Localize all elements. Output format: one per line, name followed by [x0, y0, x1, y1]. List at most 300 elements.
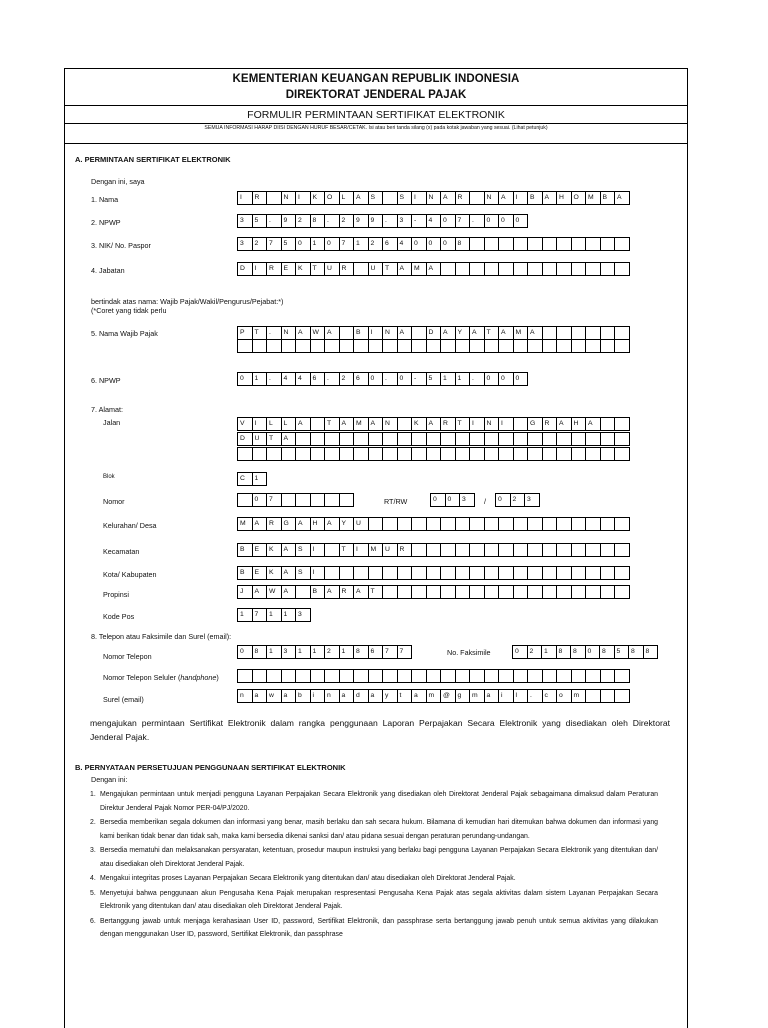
char-cell[interactable]	[411, 566, 427, 580]
char-cell[interactable]	[484, 669, 500, 683]
field-rt[interactable]	[430, 493, 474, 507]
char-cell[interactable]	[600, 689, 616, 703]
char-cell[interactable]: 8	[643, 645, 659, 659]
char-cell[interactable]: .	[324, 372, 340, 386]
char-cell[interactable]	[571, 669, 587, 683]
char-cell[interactable]: 5	[281, 237, 297, 251]
char-cell[interactable]: m	[469, 689, 485, 703]
char-cell[interactable]	[455, 543, 471, 557]
char-cell[interactable]: D	[426, 326, 442, 340]
char-cell[interactable]	[484, 566, 500, 580]
char-cell[interactable]	[527, 669, 543, 683]
char-cell[interactable]: .	[266, 372, 282, 386]
char-cell[interactable]	[527, 566, 543, 580]
char-cell[interactable]	[571, 339, 587, 353]
char-cell[interactable]: i	[498, 689, 514, 703]
char-cell[interactable]	[498, 262, 514, 276]
char-cell[interactable]	[266, 447, 282, 461]
char-cell[interactable]: 8	[599, 645, 615, 659]
char-cell[interactable]	[556, 543, 572, 557]
char-cell[interactable]	[440, 585, 456, 599]
char-cell[interactable]: M	[585, 191, 601, 205]
char-cell[interactable]: A	[426, 262, 442, 276]
char-cell[interactable]: 0	[484, 214, 500, 228]
char-cell[interactable]: 7	[397, 645, 413, 659]
char-cell[interactable]	[585, 689, 601, 703]
char-cell[interactable]: A	[440, 191, 456, 205]
char-cell[interactable]: I	[411, 191, 427, 205]
char-cell[interactable]	[542, 543, 558, 557]
char-cell[interactable]	[310, 339, 326, 353]
char-cell[interactable]: n	[324, 689, 340, 703]
char-cell[interactable]: 1	[281, 608, 297, 622]
char-cell[interactable]	[513, 237, 529, 251]
char-cell[interactable]: A	[252, 517, 268, 531]
char-cell[interactable]: m	[426, 689, 442, 703]
char-cell[interactable]: 6	[382, 237, 398, 251]
char-cell[interactable]	[266, 669, 282, 683]
char-cell[interactable]	[469, 566, 485, 580]
field-telepon[interactable]	[237, 645, 411, 659]
field-jalan-line1[interactable]	[237, 417, 629, 431]
char-cell[interactable]: 0	[368, 372, 384, 386]
char-cell[interactable]: A	[281, 566, 297, 580]
char-cell[interactable]	[324, 669, 340, 683]
char-cell[interactable]: 5	[426, 372, 442, 386]
char-cell[interactable]	[324, 432, 340, 446]
char-cell[interactable]	[455, 447, 471, 461]
field-seluler[interactable]	[237, 669, 629, 683]
char-cell[interactable]	[527, 237, 543, 251]
char-cell[interactable]: 1	[455, 372, 471, 386]
char-cell[interactable]: I	[252, 417, 268, 431]
char-cell[interactable]: 1	[295, 645, 311, 659]
char-cell[interactable]: 3	[524, 493, 540, 507]
char-cell[interactable]: 1	[310, 237, 326, 251]
char-cell[interactable]	[484, 432, 500, 446]
char-cell[interactable]	[353, 432, 369, 446]
char-cell[interactable]: B	[310, 585, 326, 599]
char-cell[interactable]: L	[281, 417, 297, 431]
char-cell[interactable]	[411, 585, 427, 599]
char-cell[interactable]	[368, 339, 384, 353]
char-cell[interactable]: R	[339, 585, 355, 599]
char-cell[interactable]	[571, 326, 587, 340]
char-cell[interactable]: A	[469, 326, 485, 340]
char-cell[interactable]	[440, 447, 456, 461]
char-cell[interactable]: .	[324, 214, 340, 228]
char-cell[interactable]: -	[411, 372, 427, 386]
char-cell[interactable]: 4	[281, 372, 297, 386]
char-cell[interactable]	[411, 326, 427, 340]
char-cell[interactable]	[556, 517, 572, 531]
char-cell[interactable]: N	[484, 191, 500, 205]
char-cell[interactable]: 3	[281, 645, 297, 659]
char-cell[interactable]	[455, 432, 471, 446]
field-surel[interactable]	[237, 689, 629, 703]
char-cell[interactable]: 2	[252, 237, 268, 251]
char-cell[interactable]: 0	[440, 214, 456, 228]
char-cell[interactable]: I	[513, 191, 529, 205]
char-cell[interactable]	[571, 447, 587, 461]
char-cell[interactable]: K	[266, 566, 282, 580]
field-nama-wp-line1[interactable]	[237, 326, 629, 340]
char-cell[interactable]: 8	[455, 237, 471, 251]
char-cell[interactable]	[513, 566, 529, 580]
char-cell[interactable]: C	[237, 472, 253, 486]
char-cell[interactable]	[295, 585, 311, 599]
char-cell[interactable]	[571, 237, 587, 251]
char-cell[interactable]: 0	[411, 237, 427, 251]
char-cell[interactable]	[368, 566, 384, 580]
char-cell[interactable]: @	[440, 689, 456, 703]
char-cell[interactable]	[368, 432, 384, 446]
char-cell[interactable]	[310, 417, 326, 431]
char-cell[interactable]	[295, 432, 311, 446]
char-cell[interactable]	[426, 585, 442, 599]
char-cell[interactable]: a	[411, 689, 427, 703]
char-cell[interactable]: A	[281, 585, 297, 599]
char-cell[interactable]	[440, 339, 456, 353]
char-cell[interactable]	[411, 669, 427, 683]
char-cell[interactable]: A	[353, 585, 369, 599]
char-cell[interactable]: 2	[527, 645, 543, 659]
char-cell[interactable]	[339, 566, 355, 580]
char-cell[interactable]: R	[455, 191, 471, 205]
char-cell[interactable]: N	[281, 326, 297, 340]
char-cell[interactable]	[324, 543, 340, 557]
char-cell[interactable]	[397, 447, 413, 461]
char-cell[interactable]	[585, 237, 601, 251]
char-cell[interactable]	[310, 447, 326, 461]
char-cell[interactable]	[484, 237, 500, 251]
char-cell[interactable]: Y	[455, 326, 471, 340]
char-cell[interactable]	[252, 339, 268, 353]
char-cell[interactable]	[484, 543, 500, 557]
char-cell[interactable]	[556, 262, 572, 276]
char-cell[interactable]: 0	[237, 372, 253, 386]
char-cell[interactable]	[585, 517, 601, 531]
char-cell[interactable]: 7	[382, 645, 398, 659]
char-cell[interactable]	[585, 543, 601, 557]
char-cell[interactable]	[600, 417, 616, 431]
char-cell[interactable]	[382, 566, 398, 580]
char-cell[interactable]: 3	[397, 214, 413, 228]
char-cell[interactable]	[469, 543, 485, 557]
char-cell[interactable]	[484, 517, 500, 531]
char-cell[interactable]: 0	[513, 214, 529, 228]
char-cell[interactable]: .	[469, 372, 485, 386]
char-cell[interactable]: N	[281, 191, 297, 205]
char-cell[interactable]	[310, 493, 326, 507]
char-cell[interactable]	[513, 543, 529, 557]
char-cell[interactable]	[484, 447, 500, 461]
char-cell[interactable]: G	[281, 517, 297, 531]
char-cell[interactable]	[237, 447, 253, 461]
char-cell[interactable]: 3	[237, 237, 253, 251]
char-cell[interactable]: W	[266, 585, 282, 599]
char-cell[interactable]: 9	[281, 214, 297, 228]
char-cell[interactable]	[513, 339, 529, 353]
char-cell[interactable]: 0	[445, 493, 461, 507]
char-cell[interactable]	[324, 339, 340, 353]
char-cell[interactable]: B	[237, 566, 253, 580]
char-cell[interactable]	[397, 585, 413, 599]
char-cell[interactable]	[397, 566, 413, 580]
char-cell[interactable]: H	[556, 191, 572, 205]
char-cell[interactable]: A	[498, 191, 514, 205]
char-cell[interactable]	[527, 543, 543, 557]
char-cell[interactable]	[498, 585, 514, 599]
char-cell[interactable]	[585, 566, 601, 580]
char-cell[interactable]: A	[397, 262, 413, 276]
char-cell[interactable]: N	[382, 417, 398, 431]
char-cell[interactable]: B	[600, 191, 616, 205]
char-cell[interactable]: P	[237, 326, 253, 340]
char-cell[interactable]: -	[411, 214, 427, 228]
char-cell[interactable]: o	[556, 689, 572, 703]
char-cell[interactable]: 6	[368, 645, 384, 659]
char-cell[interactable]	[513, 585, 529, 599]
char-cell[interactable]: 8	[628, 645, 644, 659]
char-cell[interactable]: l	[513, 689, 529, 703]
char-cell[interactable]: R	[440, 417, 456, 431]
field-npwp-wp[interactable]	[237, 372, 527, 386]
char-cell[interactable]: 1	[252, 372, 268, 386]
char-cell[interactable]	[571, 585, 587, 599]
char-cell[interactable]	[556, 447, 572, 461]
char-cell[interactable]	[498, 432, 514, 446]
char-cell[interactable]	[556, 326, 572, 340]
char-cell[interactable]	[382, 585, 398, 599]
char-cell[interactable]	[542, 237, 558, 251]
char-cell[interactable]: S	[397, 191, 413, 205]
char-cell[interactable]: A	[295, 517, 311, 531]
char-cell[interactable]	[513, 432, 529, 446]
char-cell[interactable]	[571, 543, 587, 557]
char-cell[interactable]	[556, 432, 572, 446]
char-cell[interactable]	[440, 432, 456, 446]
char-cell[interactable]: R	[397, 543, 413, 557]
char-cell[interactable]	[600, 447, 616, 461]
char-cell[interactable]: G	[527, 417, 543, 431]
char-cell[interactable]: N	[382, 326, 398, 340]
char-cell[interactable]: A	[527, 326, 543, 340]
char-cell[interactable]	[339, 493, 355, 507]
char-cell[interactable]: 5	[252, 214, 268, 228]
char-cell[interactable]: .	[469, 214, 485, 228]
char-cell[interactable]: t	[397, 689, 413, 703]
char-cell[interactable]: i	[310, 689, 326, 703]
field-rw[interactable]	[495, 493, 539, 507]
char-cell[interactable]	[484, 339, 500, 353]
char-cell[interactable]: 1	[440, 372, 456, 386]
char-cell[interactable]	[542, 585, 558, 599]
char-cell[interactable]: S	[295, 543, 311, 557]
char-cell[interactable]: 9	[353, 214, 369, 228]
char-cell[interactable]	[585, 326, 601, 340]
char-cell[interactable]: 0	[585, 645, 601, 659]
char-cell[interactable]: U	[252, 432, 268, 446]
char-cell[interactable]	[339, 447, 355, 461]
char-cell[interactable]	[542, 566, 558, 580]
char-cell[interactable]: 0	[512, 645, 528, 659]
char-cell[interactable]: 6	[353, 372, 369, 386]
char-cell[interactable]	[339, 339, 355, 353]
char-cell[interactable]	[411, 432, 427, 446]
char-cell[interactable]	[527, 517, 543, 531]
char-cell[interactable]: 3	[237, 214, 253, 228]
field-jalan-line2[interactable]	[237, 432, 629, 446]
char-cell[interactable]: A	[281, 543, 297, 557]
char-cell[interactable]	[469, 237, 485, 251]
char-cell[interactable]	[237, 669, 253, 683]
char-cell[interactable]: Y	[339, 517, 355, 531]
char-cell[interactable]	[426, 517, 442, 531]
char-cell[interactable]: 5	[614, 645, 630, 659]
char-cell[interactable]	[397, 432, 413, 446]
char-cell[interactable]	[368, 669, 384, 683]
char-cell[interactable]: 1	[310, 645, 326, 659]
char-cell[interactable]	[600, 262, 616, 276]
char-cell[interactable]	[556, 566, 572, 580]
char-cell[interactable]: R	[266, 262, 282, 276]
char-cell[interactable]	[455, 517, 471, 531]
char-cell[interactable]	[469, 262, 485, 276]
char-cell[interactable]	[498, 566, 514, 580]
char-cell[interactable]	[484, 262, 500, 276]
char-cell[interactable]: 7	[339, 237, 355, 251]
char-cell[interactable]	[324, 447, 340, 461]
char-cell[interactable]: H	[310, 517, 326, 531]
char-cell[interactable]	[281, 339, 297, 353]
char-cell[interactable]: T	[368, 585, 384, 599]
char-cell[interactable]: 8	[556, 645, 572, 659]
char-cell[interactable]: E	[252, 543, 268, 557]
char-cell[interactable]: .	[382, 372, 398, 386]
char-cell[interactable]: 1	[266, 645, 282, 659]
char-cell[interactable]	[542, 339, 558, 353]
char-cell[interactable]: T	[252, 326, 268, 340]
char-cell[interactable]: 4	[295, 372, 311, 386]
char-cell[interactable]	[281, 447, 297, 461]
char-cell[interactable]	[281, 493, 297, 507]
char-cell[interactable]: 1	[252, 472, 268, 486]
char-cell[interactable]: N	[426, 191, 442, 205]
char-cell[interactable]: A	[440, 326, 456, 340]
char-cell[interactable]	[455, 339, 471, 353]
char-cell[interactable]: 1	[237, 608, 253, 622]
char-cell[interactable]	[310, 432, 326, 446]
char-cell[interactable]: K	[310, 191, 326, 205]
char-cell[interactable]	[237, 339, 253, 353]
char-cell[interactable]: A	[426, 417, 442, 431]
char-cell[interactable]	[614, 566, 630, 580]
char-cell[interactable]	[585, 585, 601, 599]
char-cell[interactable]	[339, 326, 355, 340]
char-cell[interactable]: I	[252, 262, 268, 276]
char-cell[interactable]: g	[455, 689, 471, 703]
char-cell[interactable]	[455, 669, 471, 683]
char-cell[interactable]	[252, 669, 268, 683]
char-cell[interactable]	[368, 517, 384, 531]
char-cell[interactable]	[542, 262, 558, 276]
char-cell[interactable]: I	[353, 543, 369, 557]
char-cell[interactable]: U	[368, 262, 384, 276]
char-cell[interactable]: .	[266, 326, 282, 340]
char-cell[interactable]	[382, 669, 398, 683]
char-cell[interactable]: A	[324, 517, 340, 531]
char-cell[interactable]	[353, 339, 369, 353]
char-cell[interactable]	[600, 566, 616, 580]
char-cell[interactable]	[600, 543, 616, 557]
char-cell[interactable]: L	[266, 417, 282, 431]
field-faksimile[interactable]	[512, 645, 657, 659]
char-cell[interactable]	[527, 262, 543, 276]
char-cell[interactable]	[469, 432, 485, 446]
char-cell[interactable]	[426, 566, 442, 580]
char-cell[interactable]	[614, 326, 630, 340]
char-cell[interactable]	[440, 517, 456, 531]
char-cell[interactable]: 8	[570, 645, 586, 659]
char-cell[interactable]: 1	[353, 237, 369, 251]
char-cell[interactable]	[469, 447, 485, 461]
char-cell[interactable]	[469, 517, 485, 531]
char-cell[interactable]: 2	[295, 214, 311, 228]
char-cell[interactable]	[339, 669, 355, 683]
char-cell[interactable]: K	[266, 543, 282, 557]
char-cell[interactable]: .	[382, 214, 398, 228]
char-cell[interactable]	[498, 339, 514, 353]
char-cell[interactable]: U	[324, 262, 340, 276]
char-cell[interactable]	[353, 566, 369, 580]
char-cell[interactable]: I	[237, 191, 253, 205]
char-cell[interactable]	[513, 417, 529, 431]
char-cell[interactable]	[585, 447, 601, 461]
char-cell[interactable]: I	[310, 543, 326, 557]
char-cell[interactable]	[382, 339, 398, 353]
char-cell[interactable]	[600, 517, 616, 531]
char-cell[interactable]: 2	[510, 493, 526, 507]
char-cell[interactable]	[571, 262, 587, 276]
char-cell[interactable]	[498, 517, 514, 531]
char-cell[interactable]	[397, 517, 413, 531]
char-cell[interactable]	[295, 339, 311, 353]
char-cell[interactable]: T	[310, 262, 326, 276]
char-cell[interactable]: 0	[324, 237, 340, 251]
char-cell[interactable]: 7	[266, 237, 282, 251]
char-cell[interactable]: I	[295, 191, 311, 205]
char-cell[interactable]: 7	[455, 214, 471, 228]
char-cell[interactable]	[614, 689, 630, 703]
field-npwp[interactable]	[237, 214, 527, 228]
char-cell[interactable]: A	[556, 417, 572, 431]
char-cell[interactable]: .	[527, 689, 543, 703]
char-cell[interactable]	[498, 543, 514, 557]
char-cell[interactable]: 4	[426, 214, 442, 228]
char-cell[interactable]	[426, 447, 442, 461]
char-cell[interactable]: a	[368, 689, 384, 703]
char-cell[interactable]	[614, 585, 630, 599]
char-cell[interactable]: T	[382, 262, 398, 276]
char-cell[interactable]: R	[339, 262, 355, 276]
char-cell[interactable]: 8	[252, 645, 268, 659]
char-cell[interactable]	[440, 262, 456, 276]
char-cell[interactable]: O	[571, 191, 587, 205]
char-cell[interactable]: A	[252, 585, 268, 599]
char-cell[interactable]: w	[266, 689, 282, 703]
char-cell[interactable]: M	[513, 326, 529, 340]
